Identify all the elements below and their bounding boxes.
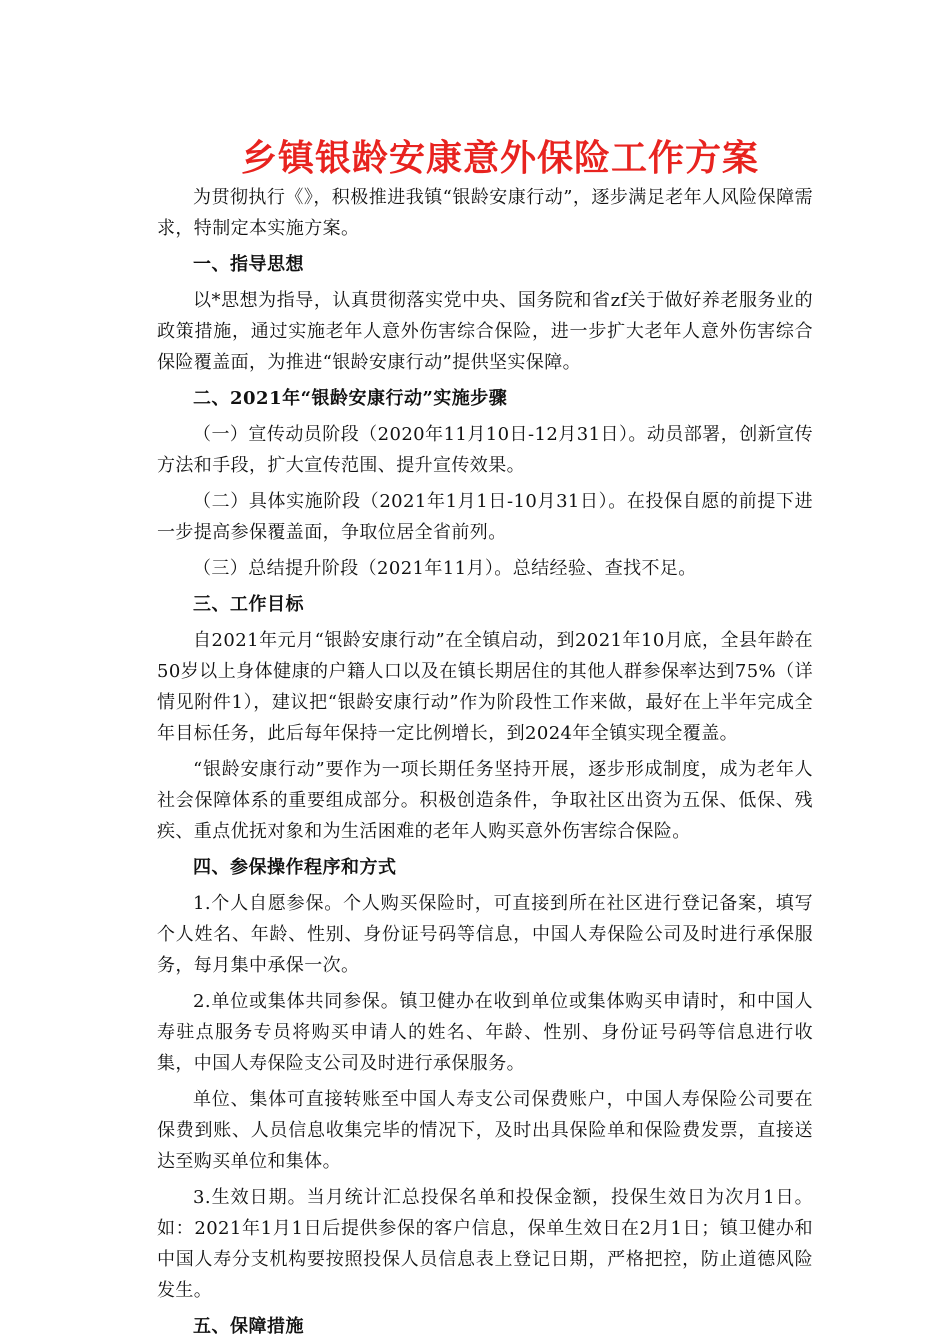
section-heading-procedure: 四、参保操作程序和方式: [193, 857, 397, 878]
step-1-paragraph: （一）宣传动员阶段（2020年11月10日-12月31日）。动员部署，创新宣传方法和手段，扩大宣传范围、提升宣传效果。: [157, 424, 813, 476]
step-2-paragraph: （二）具体实施阶段（2021年1月1日-10月31日）。在投保自愿的前提下进一步提高参保覆盖面，争取位居全省前列。: [157, 491, 813, 543]
section-heading-work-goals: 三、工作目标: [193, 594, 304, 615]
section-heading-safeguards: 五、保障措施: [193, 1316, 304, 1337]
document-body: [157, 182, 813, 1342]
section-heading-guiding-ideology: 一、指导思想: [193, 254, 304, 275]
section-heading-implementation-steps: 二、2021年“银龄安康行动”实施步骤: [193, 388, 508, 409]
work-goals-paragraph-1: 自2021年元月“银龄安康行动”在全镇启动，到2021年10月底，全县年龄在50岁以上身体健康的户籍人口以及在镇长期居住的其他人群参保率达到75%（详情见附件1），建议把“银龄安康行动”作为阶段性工作来做，最好在上半年完成全年目标任务，此后每年保持一定比例增长，到2024年全镇实现全覆盖。: [157, 630, 813, 744]
procedure-paragraph-2: 2.单位或集体共同参保。镇卫健办在收到单位或集体购买申请时，和中国人寿驻点服务专员将购买申请人的姓名、年龄、性别、身份证号码等信息进行收集，中国人寿保险支公司及时进行承保服务。: [157, 991, 813, 1074]
step-3-paragraph: （三）总结提升阶段（2021年11月）。总结经验、查找不足。: [193, 558, 697, 579]
work-goals-paragraph-2: “银龄安康行动”要作为一项长期任务坚持开展，逐步形成制度，成为老年人社会保障体系的重要组成部分。积极创造条件，争取社区出资为五保、低保、残疾、重点优抚对象和为生活困难的老年人购买意外伤害综合保险。: [157, 759, 813, 842]
procedure-paragraph-1: 1.个人自愿参保。个人购买保险时，可直接到所在社区进行登记备案，填写个人姓名、年龄、性别、身份证号码等信息，中国人寿保险公司及时进行承保服务，每月集中承保一次。: [157, 893, 813, 976]
document-title: 乡镇银龄安康意外保险工作方案: [240, 137, 759, 179]
procedure-paragraph-4: 3.生效日期。当月统计汇总投保名单和投保金额，投保生效日为次月1日。如：2021年1月1日后提供参保的客户信息，保单生效日在2月1日；镇卫健办和中国人寿分支机构要按照投保人员信息表上登记日期，严格把控，防止道德风险发生。: [157, 1187, 813, 1301]
procedure-paragraph-3: 单位、集体可直接转账至中国人寿支公司保费账户，中国人寿保险公司要在保费到账、人员信息收集完毕的情况下，及时出具保险单和保险费发票，直接送达至购买单位和集体。: [157, 1089, 813, 1172]
guiding-ideology-paragraph: 以*思想为指导，认真贯彻落实党中央、国务院和省zf关于做好养老服务业的政策措施，通过实施老年人意外伤害综合保险，进一步扩大老年人意外伤害综合保险覆盖面，为推进“银龄安康行动”提供坚实保障。: [157, 290, 813, 373]
intro-paragraph: 为贯彻执行《》，积极推进我镇“银龄安康行动”，逐步满足老年人风险保障需求，特制定本实施方案。: [157, 187, 813, 239]
